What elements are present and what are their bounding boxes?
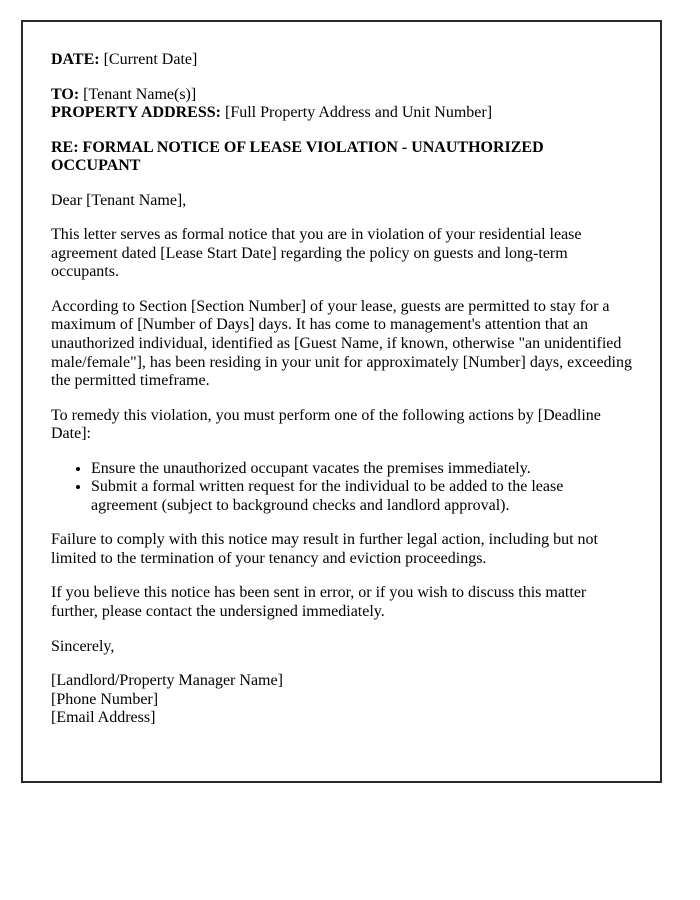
signature-block — [51, 672, 632, 728]
list-item: • Submit a formal written request for the individual to be added to the lease agreement (subject to background checks and landlord approval). — [91, 478, 632, 515]
recipient-block — [51, 86, 632, 123]
property-address-value: [Full Property Address and Unit Number] — [224, 104, 493, 122]
paragraph-contact: If you believe this notice has been sent in error, or if you wish to discuss this matter further, please contact the undersigned immediately. — [51, 584, 587, 621]
to-value: [Tenant Name(s)] — [83, 85, 197, 103]
subject-line: RE: FORMAL NOTICE OF LEASE VIOLATION - UNAUTHORIZED OCCUPANT — [51, 138, 544, 175]
paragraph-policy: According to Section [Section Number] of your lease, guests are permitted to stay for a maximum of [Number of Days] days. It has come to management's attention that an unauthorized individual, identified as [Guest Name, if known, otherwise "an unidentified male/female"], has been residing in your unit for approximately [Number] days, exceeding the permitted timeframe. — [51, 297, 632, 390]
property-address-label: PROPERTY ADDRESS: — [51, 104, 221, 122]
date-line — [51, 51, 632, 70]
signature-name: [Landlord/Property Manager Name] — [51, 672, 283, 690]
list-item: • Ensure the unauthorized occupant vacates the premises immediately. — [91, 460, 632, 479]
letter-document — [21, 20, 662, 783]
paragraph-remedy-intro: To remedy this violation, you must perform one of the following actions by [Deadline Date]: — [51, 406, 601, 443]
date-label: DATE: — [51, 51, 100, 68]
salutation: Dear [Tenant Name], — [51, 191, 187, 209]
to-label: TO: — [51, 85, 80, 103]
remedy-options-list — [51, 460, 632, 516]
signature-email: [Email Address] — [51, 709, 156, 727]
date-value: [Current Date] — [103, 51, 198, 68]
signoff: Sincerely, — [51, 637, 115, 655]
paragraph-notice: This letter serves as formal notice that you are in violation of your residential lease agreement dated [Lease Start Date] regarding the policy on guests and long-term occupants. — [51, 226, 582, 281]
paragraph-consequences: Failure to comply with this notice may result in further legal action, including but not limited to the termination of your tenancy and eviction proceedings. — [51, 531, 598, 567]
signature-phone: [Phone Number] — [51, 690, 159, 708]
